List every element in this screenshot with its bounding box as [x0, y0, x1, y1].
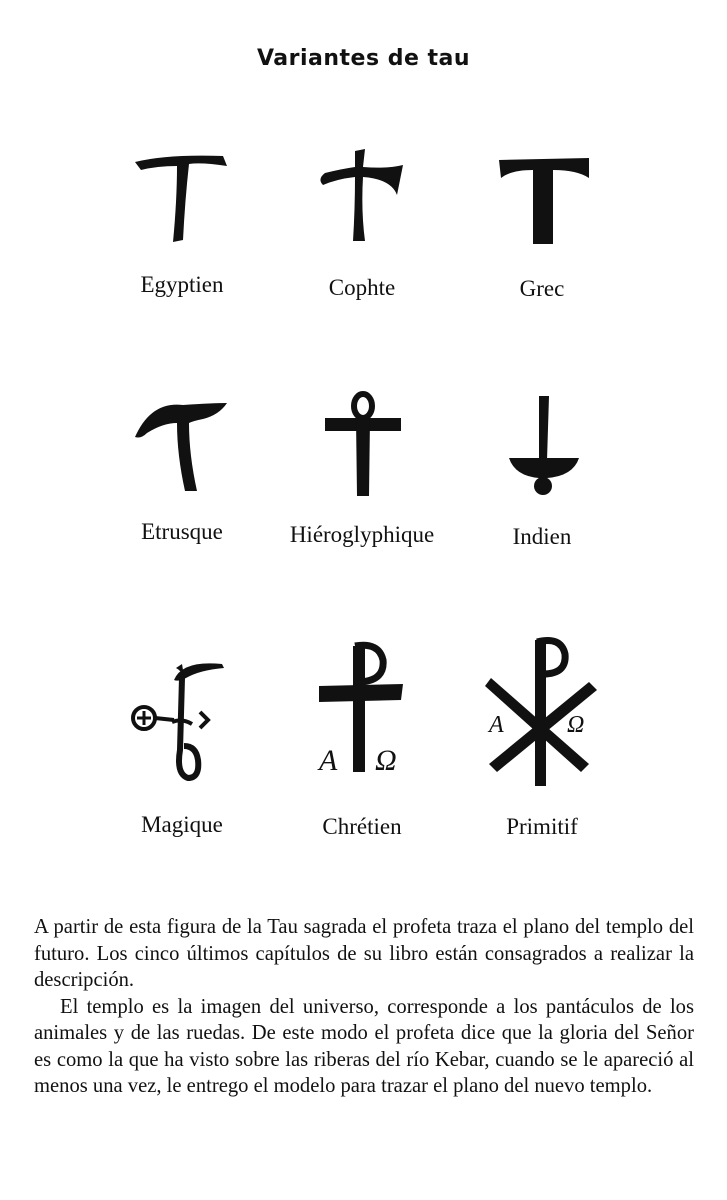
symbol-label: Etrusque	[141, 519, 223, 544]
omega-glyph: Ω	[375, 744, 397, 777]
etruscan-tau-icon	[127, 395, 237, 500]
alpha-glyph: A	[489, 712, 504, 738]
magic-tau-icon	[122, 650, 242, 790]
paragraph-2: El templo es la imagen del universo, corresponde a los pantáculos de los animales y de las ruedas. De este modo el profeta dice que la gloria del Señor es como la que ha visto sobre las riberas del río Kebar, cuando se le apareció al menos una vez, le entrego el modelo para trazar el plano del nuevo templo.	[34, 995, 694, 1097]
symbol-label: Chrétien	[322, 814, 402, 839]
symbol-label: Indien	[512, 524, 572, 549]
symbol-label: Primitif	[506, 814, 578, 839]
symbol-magique	[82, 650, 282, 837]
symbol-label: Grec	[519, 276, 565, 301]
christian-chi-rho-icon	[297, 638, 427, 778]
primitive-chi-rho-icon	[477, 634, 607, 789]
symbol-etrusque	[82, 395, 282, 544]
alpha-glyph: A	[319, 744, 338, 777]
page-title: Variantes de tau	[256, 46, 471, 71]
symbol-egyptien	[82, 150, 282, 297]
symbol-label: Egyptien	[140, 272, 224, 297]
symbol-label: Magique	[141, 812, 223, 837]
body-text	[34, 914, 694, 1100]
greek-tau-icon	[487, 152, 597, 252]
egyptian-tau-icon	[127, 150, 237, 250]
symbol-hieroglyphique	[262, 390, 462, 547]
symbol-primitif	[442, 634, 642, 839]
symbol-grec	[442, 152, 642, 301]
ankh-icon	[307, 390, 417, 500]
symbol-label: Hiéroglyphique	[289, 522, 435, 547]
symbol-chretien	[262, 638, 462, 839]
symbol-cophte	[262, 145, 462, 300]
omega-glyph: Ω	[567, 712, 585, 738]
coptic-tau-icon	[307, 145, 417, 250]
indian-tau-icon	[487, 392, 597, 502]
paragraph-1: A partir de esta figura de la Tau sagrada el profeta traza el plano del templo del futuro. Los cinco últimos capítulos de su libro están consagrados a realizar la descripción.	[34, 916, 694, 991]
symbol-indien	[442, 392, 642, 549]
symbol-label: Cophte	[328, 275, 396, 300]
